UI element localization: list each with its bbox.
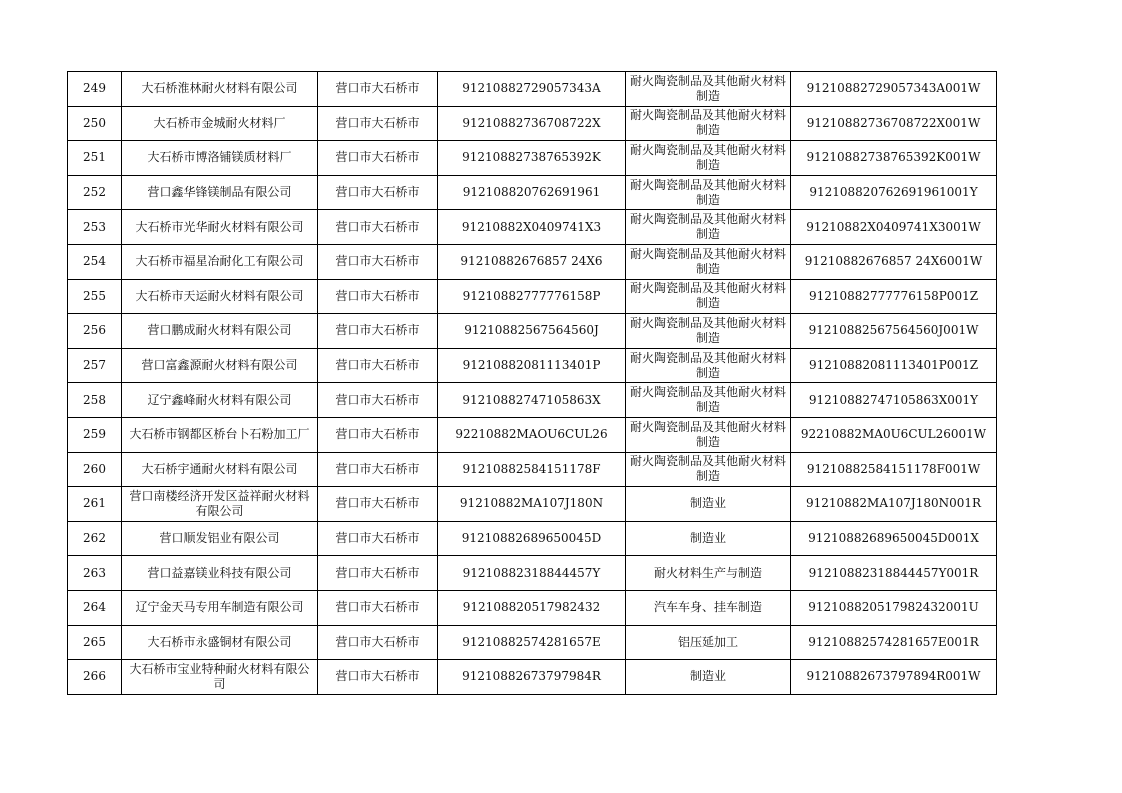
table-row	[68, 210, 997, 245]
table-row	[68, 175, 997, 210]
row-number-cell: 250	[68, 106, 122, 141]
company-name-cell: 大石桥市博洛铺镁质材料厂	[122, 141, 318, 176]
industry-cell: 耐火陶瓷制品及其他耐火材料制造	[626, 175, 791, 210]
credit-code-cell: 91210882673797984R	[438, 660, 626, 695]
company-name-cell: 辽宁鑫峰耐火材料有限公司	[122, 383, 318, 418]
industry-cell: 制造业	[626, 521, 791, 556]
credit-code-cell: 91210882567564560J	[438, 314, 626, 349]
table-row	[68, 279, 997, 314]
table-row	[68, 314, 997, 349]
company-name-cell: 营口顺发铝业有限公司	[122, 521, 318, 556]
company-name-cell: 大石桥宇通耐火材料有限公司	[122, 452, 318, 487]
permit-number-cell: 91210882318844457Y001R	[791, 556, 997, 591]
industry-cell: 耐火陶瓷制品及其他耐火材料制造	[626, 141, 791, 176]
credit-code-cell: 91210882747105863X	[438, 383, 626, 418]
company-name-cell: 营口鑫华锋镁制品有限公司	[122, 175, 318, 210]
row-number-cell: 256	[68, 314, 122, 349]
row-number-cell: 251	[68, 141, 122, 176]
industry-cell: 耐火陶瓷制品及其他耐火材料制造	[626, 348, 791, 383]
row-number-cell: 260	[68, 452, 122, 487]
credit-code-cell: 91210882736708722X	[438, 106, 626, 141]
region-cell: 营口市大石桥市	[318, 590, 438, 625]
region-cell: 营口市大石桥市	[318, 452, 438, 487]
enterprise-table	[67, 71, 997, 695]
region-cell: 营口市大石桥市	[318, 244, 438, 279]
region-cell: 营口市大石桥市	[318, 106, 438, 141]
region-cell: 营口市大石桥市	[318, 279, 438, 314]
region-cell: 营口市大石桥市	[318, 625, 438, 660]
permit-number-cell: 91210882729057343A001W	[791, 72, 997, 107]
table-row	[68, 348, 997, 383]
credit-code-cell: 91210882081113401P	[438, 348, 626, 383]
table-row	[68, 417, 997, 452]
permit-number-cell: 91210882747105863X001Y	[791, 383, 997, 418]
row-number-cell: 261	[68, 487, 122, 522]
company-name-cell: 大石桥淮林耐火材料有限公司	[122, 72, 318, 107]
credit-code-cell: 91210882676857 24X6	[438, 244, 626, 279]
permit-number-cell: 91210882584151178F001W	[791, 452, 997, 487]
credit-code-cell: 91210882318844457Y	[438, 556, 626, 591]
credit-code-cell: 912108820762691961	[438, 175, 626, 210]
region-cell: 营口市大石桥市	[318, 556, 438, 591]
permit-number-cell: 91210882736708722X001W	[791, 106, 997, 141]
industry-cell: 制造业	[626, 660, 791, 695]
permit-number-cell: 91210882689650045D001X	[791, 521, 997, 556]
permit-number-cell: 92210882MA0U6CUL26001W	[791, 417, 997, 452]
table-body	[68, 72, 997, 695]
credit-code-cell: 91210882689650045D	[438, 521, 626, 556]
table-row	[68, 452, 997, 487]
company-name-cell: 大石桥市金城耐火材料厂	[122, 106, 318, 141]
industry-cell: 耐火陶瓷制品及其他耐火材料制造	[626, 314, 791, 349]
company-name-cell: 营口南楼经济开发区益祥耐火材料有限公司	[122, 487, 318, 522]
company-name-cell: 大石桥市天运耐火材料有限公司	[122, 279, 318, 314]
table-row	[68, 556, 997, 591]
company-name-cell: 大石桥市钢都区桥台卜石粉加工厂	[122, 417, 318, 452]
region-cell: 营口市大石桥市	[318, 175, 438, 210]
credit-code-cell: 91210882MA107J180N	[438, 487, 626, 522]
permit-number-cell: 91210882673797894R001W	[791, 660, 997, 695]
credit-code-cell: 91210882729057343A	[438, 72, 626, 107]
credit-code-cell: 91210882574281657E	[438, 625, 626, 660]
row-number-cell: 254	[68, 244, 122, 279]
table-row	[68, 521, 997, 556]
table-row	[68, 590, 997, 625]
table-row	[68, 383, 997, 418]
row-number-cell: 263	[68, 556, 122, 591]
company-name-cell: 营口富鑫源耐火材料有限公司	[122, 348, 318, 383]
row-number-cell: 265	[68, 625, 122, 660]
industry-cell: 制造业	[626, 487, 791, 522]
industry-cell: 耐火材料生产与制造	[626, 556, 791, 591]
company-name-cell: 大石桥市福星冶耐化工有限公司	[122, 244, 318, 279]
company-name-cell: 大石桥市光华耐火材料有限公司	[122, 210, 318, 245]
permit-number-cell: 91210882081113401P001Z	[791, 348, 997, 383]
industry-cell: 耐火陶瓷制品及其他耐火材料制造	[626, 417, 791, 452]
industry-cell: 耐火陶瓷制品及其他耐火材料制造	[626, 210, 791, 245]
company-name-cell: 大石桥市宝业特种耐火材料有限公司	[122, 660, 318, 695]
credit-code-cell: 91210882X0409741X3	[438, 210, 626, 245]
industry-cell: 耐火陶瓷制品及其他耐火材料制造	[626, 106, 791, 141]
company-name-cell: 营口鹏成耐火材料有限公司	[122, 314, 318, 349]
permit-number-cell: 91210882MA107J180N001R	[791, 487, 997, 522]
row-number-cell: 253	[68, 210, 122, 245]
permit-number-cell: 91210882738765392K001W	[791, 141, 997, 176]
credit-code-cell: 91210882738765392K	[438, 141, 626, 176]
table-row	[68, 72, 997, 107]
industry-cell: 耐火陶瓷制品及其他耐火材料制造	[626, 279, 791, 314]
region-cell: 营口市大石桥市	[318, 348, 438, 383]
permit-number-cell: 91210882676857 24X6001W	[791, 244, 997, 279]
region-cell: 营口市大石桥市	[318, 314, 438, 349]
industry-cell: 耐火陶瓷制品及其他耐火材料制造	[626, 244, 791, 279]
table-row	[68, 244, 997, 279]
table-row	[68, 625, 997, 660]
credit-code-cell: 91210882584151178F	[438, 452, 626, 487]
row-number-cell: 264	[68, 590, 122, 625]
industry-cell: 耐火陶瓷制品及其他耐火材料制造	[626, 452, 791, 487]
region-cell: 营口市大石桥市	[318, 141, 438, 176]
row-number-cell: 252	[68, 175, 122, 210]
permit-number-cell: 912108820762691961001Y	[791, 175, 997, 210]
industry-cell: 铝压延加工	[626, 625, 791, 660]
region-cell: 营口市大石桥市	[318, 210, 438, 245]
industry-cell: 耐火陶瓷制品及其他耐火材料制造	[626, 383, 791, 418]
industry-cell: 耐火陶瓷制品及其他耐火材料制造	[626, 72, 791, 107]
industry-cell: 汽车车身、挂车制造	[626, 590, 791, 625]
region-cell: 营口市大石桥市	[318, 417, 438, 452]
region-cell: 营口市大石桥市	[318, 72, 438, 107]
row-number-cell: 266	[68, 660, 122, 695]
row-number-cell: 258	[68, 383, 122, 418]
company-name-cell: 辽宁金天马专用车制造有限公司	[122, 590, 318, 625]
permit-number-cell: 91210882567564560J001W	[791, 314, 997, 349]
table-row	[68, 141, 997, 176]
row-number-cell: 249	[68, 72, 122, 107]
region-cell: 营口市大石桥市	[318, 383, 438, 418]
company-name-cell: 营口益嘉镁业科技有限公司	[122, 556, 318, 591]
permit-number-cell: 91210882574281657E001R	[791, 625, 997, 660]
permit-number-cell: 91210882X0409741X3001W	[791, 210, 997, 245]
region-cell: 营口市大石桥市	[318, 660, 438, 695]
table-row	[68, 106, 997, 141]
company-name-cell: 大石桥市永盛铜材有限公司	[122, 625, 318, 660]
region-cell: 营口市大石桥市	[318, 521, 438, 556]
credit-code-cell: 91210882777776158P	[438, 279, 626, 314]
table-row	[68, 660, 997, 695]
region-cell: 营口市大石桥市	[318, 487, 438, 522]
credit-code-cell: 92210882MAOU6CUL26	[438, 417, 626, 452]
row-number-cell: 259	[68, 417, 122, 452]
permit-number-cell: 91210882777776158P001Z	[791, 279, 997, 314]
row-number-cell: 257	[68, 348, 122, 383]
row-number-cell: 255	[68, 279, 122, 314]
permit-number-cell: 912108820517982432001U	[791, 590, 997, 625]
table-row	[68, 487, 997, 522]
row-number-cell: 262	[68, 521, 122, 556]
credit-code-cell: 912108820517982432	[438, 590, 626, 625]
